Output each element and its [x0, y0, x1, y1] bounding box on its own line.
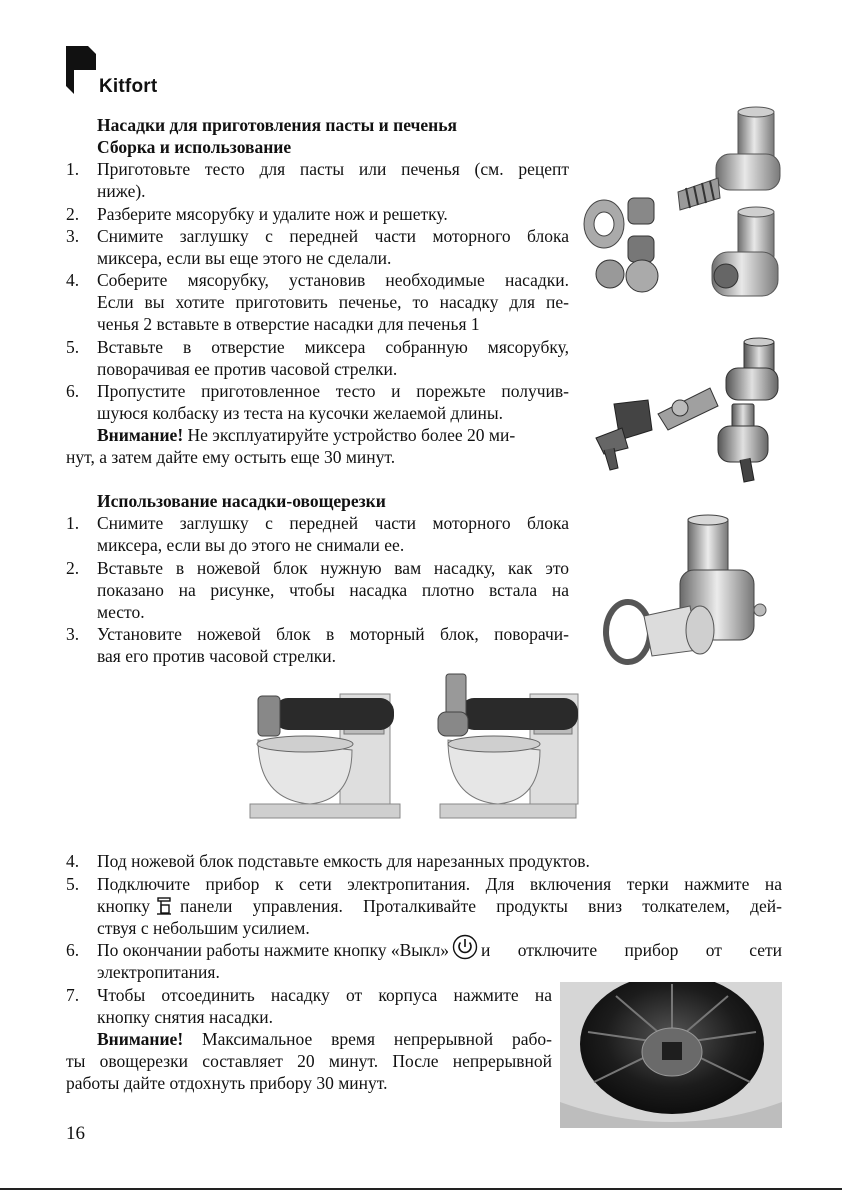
warning-text: Максимальное время непрерывной рабо- [183, 1029, 552, 1049]
warning-text: работы дайте отдохнуть прибору 30 минут. [66, 1073, 388, 1093]
list-item-text: Снимите заглушку с передней части моторного блока [97, 226, 569, 246]
section1-title: Насадки для приготовления пасты и печенья [97, 115, 457, 135]
list-item-number: 2. [66, 558, 80, 578]
warning-paragraph [97, 424, 515, 446]
list-item-text: миксера, если вы еще этого не сделали. [97, 248, 392, 268]
kitfort-logo-icon [66, 46, 96, 94]
list-item-line [97, 939, 782, 961]
list-item-line [97, 895, 782, 917]
warning-text: Не эксплуатируйте устройство более 20 ми- [183, 425, 516, 445]
list-item-number: 6. [66, 940, 80, 960]
page-number: 16 [66, 1123, 85, 1144]
list-item-text: ствуя с небольшим усилием. [97, 918, 310, 938]
list-item-text: Установите ножевой блок в моторный блок, поворачи- [97, 624, 569, 644]
pasta-attachment-figure [578, 330, 782, 492]
power-icon [452, 934, 478, 960]
list-item-text: Вставьте в отверстие миксера собранную мясорубку, [97, 337, 569, 357]
mixer-with-grinder-figure [432, 670, 582, 838]
list-item-number: 4. [66, 270, 80, 290]
list-item-number: 1. [66, 513, 80, 533]
list-item-number: 1. [66, 159, 80, 179]
list-item-text: ченья 2 вставьте в отверстие насадки для печенья 1 [97, 314, 480, 334]
list-item-text: кнопку [97, 896, 150, 916]
list-item-text: Чтобы отсоединить насадку от корпуса нажмите на [97, 985, 552, 1005]
section2-title: Использование насадки-овощерезки [97, 491, 386, 511]
list-item-text: Приготовьте тесто для пасты или печенья (см. рецепт [97, 159, 569, 179]
list-item-text: показано на рисунке, чтобы насадка плотно встала на [97, 580, 569, 600]
brand-logo-text: Kitfort [99, 76, 158, 97]
list-item-number: 3. [66, 226, 80, 246]
list-item-text: Снимите заглушку с передней части моторного блока [97, 513, 569, 533]
section1-subtitle: Сборка и использование [97, 137, 292, 157]
list-item-text: Если вы хотите приготовить печенье, то насадку для пе- [97, 292, 569, 312]
meat-grinder-parts-figure [578, 104, 782, 314]
list-item-number: 2. [66, 204, 80, 224]
list-item-text: ниже). [97, 181, 146, 201]
list-item-text: поворачивая ее против часовой стрелки. [97, 359, 398, 379]
list-item-text: миксера, если вы до этого не снимали ее. [97, 535, 405, 555]
attachment-socket-photo [560, 982, 782, 1128]
list-item-text: Разберите мясорубку и удалите нож и решетку. [97, 204, 448, 224]
list-item-text: вая его против часовой стрелки. [97, 646, 336, 666]
list-item-text: Вставьте в ножевой блок нужную вам насадку, как это [97, 558, 569, 578]
warning-text: ты овощерезки составляет 20 минут. После непрерывной [66, 1051, 552, 1071]
grater-button-icon [154, 896, 176, 916]
list-item-text: По окончании работы нажмите кнопку «Выкл» [97, 940, 449, 960]
page-bottom-rule [0, 1188, 842, 1190]
list-item-text: Соберите мясорубку, установив необходимые насадки. [97, 270, 569, 290]
list-item-text: Подключите прибор к сети электропитания. Для включения терки нажмите на [97, 874, 782, 894]
list-item-number: 5. [66, 874, 80, 894]
list-item-text: Пропустите приготовленное тесто и порежьте получив- [97, 381, 569, 401]
list-item-number: 3. [66, 624, 80, 644]
warning-text: нут, а затем дайте ему остыть еще 30 минут. [66, 447, 396, 467]
warning-paragraph [97, 1028, 552, 1050]
list-item-number: 4. [66, 851, 80, 871]
vegetable-slicer-figure [600, 510, 780, 670]
list-item-text: Под ножевой блок подставьте емкость для нарезанных продуктов. [97, 851, 590, 871]
list-item-text: панели управления. Проталкивайте продукты вниз толкателем, дей- [180, 896, 782, 916]
list-item-text: электропитания. [97, 962, 220, 982]
list-item-number: 7. [66, 985, 80, 1005]
list-item-number: 5. [66, 337, 80, 357]
list-item-text: место. [97, 602, 145, 622]
mixer-with-slicer-figure [240, 670, 405, 838]
warning-label: Внимание! [97, 425, 184, 445]
warning-label: Внимание! [97, 1029, 184, 1049]
list-item-text: и отключите прибор от сети [480, 940, 782, 960]
list-item-text: шуюся колбаску из теста на кусочки желаемой длины. [97, 403, 504, 423]
list-item-number: 6. [66, 381, 80, 401]
list-item-text: кнопку снятия насадки. [97, 1007, 274, 1027]
